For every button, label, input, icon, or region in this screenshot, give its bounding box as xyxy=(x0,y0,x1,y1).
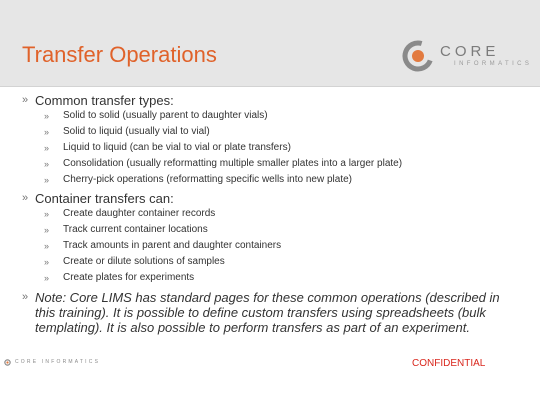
footer-logo-icon xyxy=(4,359,11,366)
footer-logo-text: CORE INFORMATICS xyxy=(15,359,101,365)
list-item xyxy=(22,124,522,140)
slide-header xyxy=(0,0,540,87)
section-heading xyxy=(22,191,522,206)
bullet-icon: » xyxy=(22,291,29,303)
slide-title: Transfer Operations xyxy=(22,42,217,67)
confidential-label: CONFIDENTIAL xyxy=(412,358,486,369)
list-item xyxy=(22,108,522,124)
list-item-text: Liquid to liquid (can be vial to vial or plate transfers) xyxy=(63,142,291,153)
bullet-icon: » xyxy=(22,192,29,204)
sub-bullet-icon: » xyxy=(44,159,50,169)
sub-bullet-icon: » xyxy=(44,257,50,267)
list-item xyxy=(22,270,522,286)
list-item-text: Track amounts in parent and daughter containers xyxy=(63,240,282,251)
section-heading-text: Common transfer types: xyxy=(35,93,174,108)
slide-body xyxy=(22,93,522,335)
sub-bullet-icon: » xyxy=(44,209,50,219)
list-item xyxy=(22,140,522,156)
sub-bullet-icon: » xyxy=(44,225,50,235)
core-logo xyxy=(402,40,532,74)
footer-logo xyxy=(4,357,100,367)
list-item-text: Cherry-pick operations (reformatting specific wells into new plate) xyxy=(63,174,353,185)
list-item xyxy=(22,222,522,238)
logo-wordmark: CORE xyxy=(440,43,500,60)
list-item-text: Consolidation (usually reformatting multiple smaller plates into a larger plate) xyxy=(63,158,403,169)
sub-bullet-icon: » xyxy=(44,273,50,283)
core-logo-icon xyxy=(402,40,434,72)
list-item xyxy=(22,206,522,222)
list-item-text: Create or dilute solutions of samples xyxy=(63,256,225,267)
list-item-text: Track current container locations xyxy=(63,224,208,235)
section-heading-text: Container transfers can: xyxy=(35,191,174,206)
sub-bullet-icon: » xyxy=(44,127,50,137)
sub-bullet-icon: » xyxy=(44,241,50,251)
list-item xyxy=(22,238,522,254)
logo-subtext: INFORMATICS xyxy=(454,61,533,67)
sub-bullet-icon: » xyxy=(44,111,50,121)
note-paragraph xyxy=(22,290,522,335)
note-text: Note: Core LIMS has standard pages for these common operations (described in this training). It is possible to define custom transfers using spreadsheets (bulk templating). It is also possible to perform transfers as part of an experiment. xyxy=(35,290,500,335)
sub-bullet-icon: » xyxy=(44,175,50,185)
section-heading xyxy=(22,93,522,108)
list-item xyxy=(22,254,522,270)
list-item-text: Create daughter container records xyxy=(63,208,216,219)
bullet-icon: » xyxy=(22,94,29,106)
list-item xyxy=(22,156,522,172)
list-item-text: Solid to solid (usually parent to daughter vials) xyxy=(63,110,268,121)
list-item-text: Create plates for experiments xyxy=(63,272,195,283)
list-item-text: Solid to liquid (usually vial to vial) xyxy=(63,126,210,137)
sub-bullet-icon: » xyxy=(44,143,50,153)
list-item xyxy=(22,172,522,188)
